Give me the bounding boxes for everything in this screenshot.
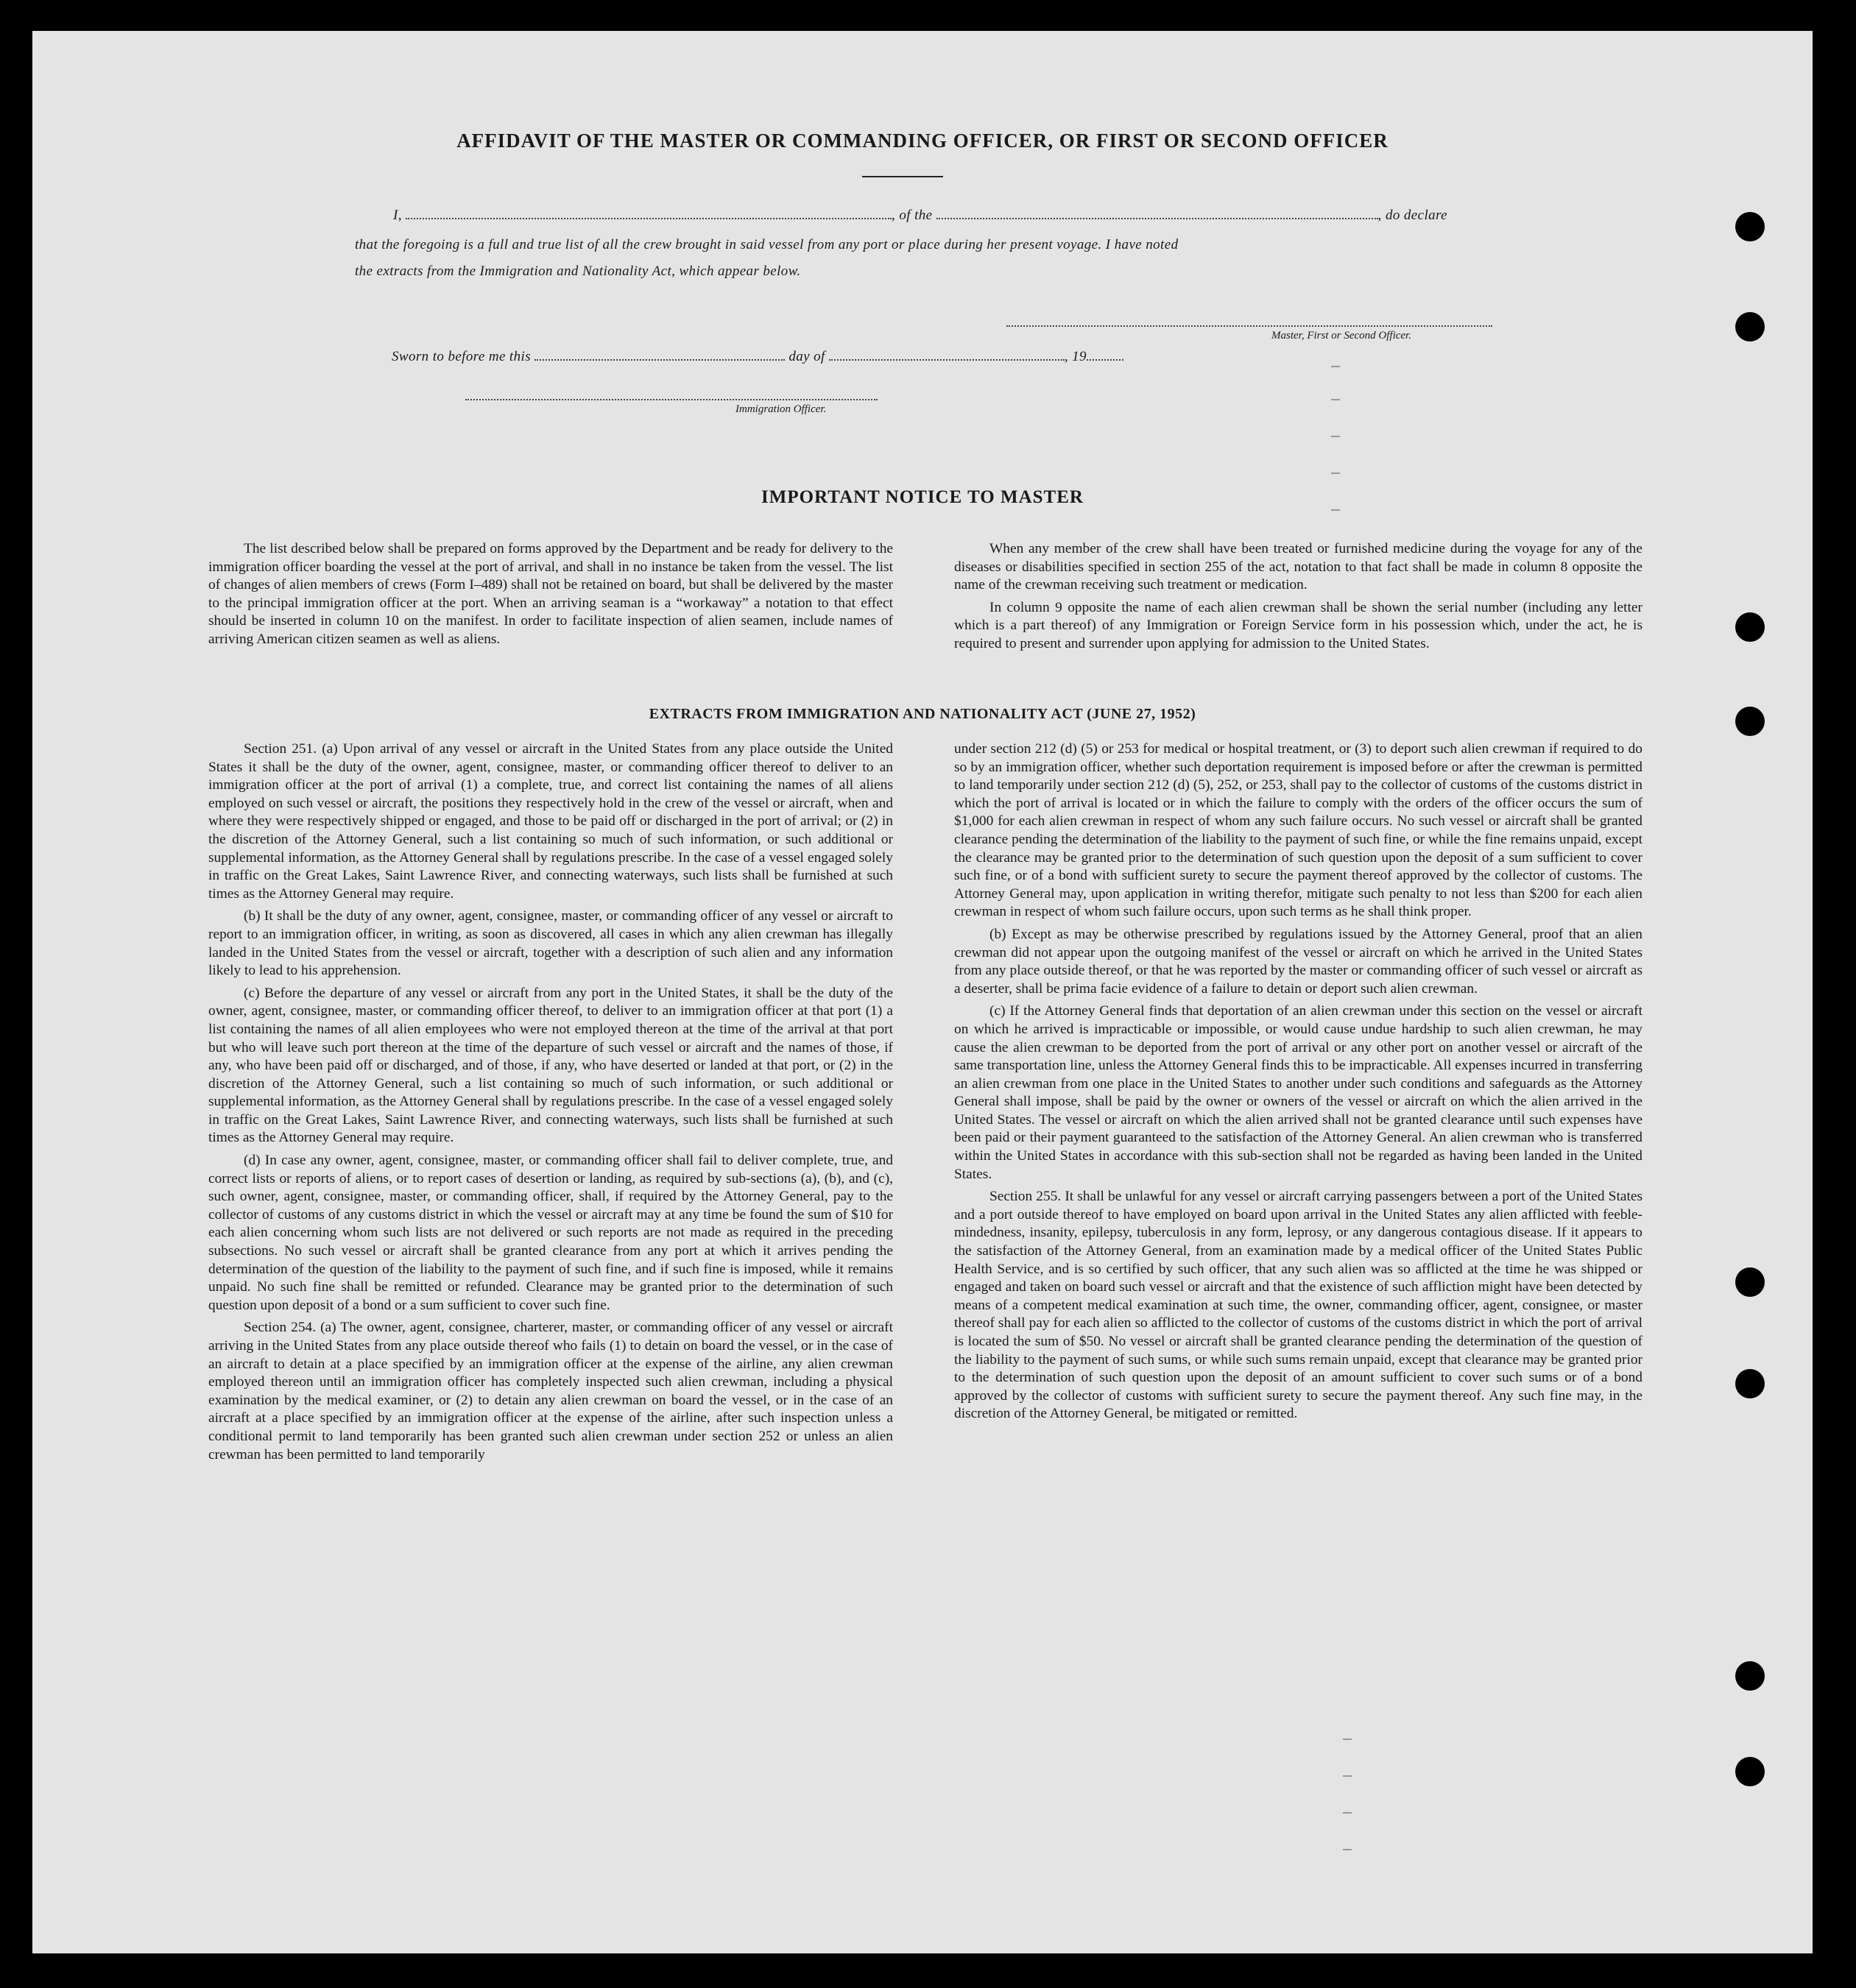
affidavit-title: AFFIDAVIT OF THE MASTER OR COMMANDING OFFICER, OR FIRST OR SECOND OFFICER [456, 130, 1389, 152]
sworn-year-field[interactable] [1087, 347, 1123, 361]
notice-left-paragraph: The list described below shall be prepared on forms approved by the Department and be ready for delivery to the immigration officer boarding the vessel at the port of arrival, and shall in no instance be taken from the vessel. The list of changes of alien members of crews (Form I–489) shall not be retained on board, but shall be delivered by the master to the principal immigration officer at the port. When an arriving seaman is a “workaway” a notation to that effect should be inserted in column 10 on the manifest. In order to facilitate inspection of alien seamen, include names of arriving American citizen seamen as well as aliens. [208, 541, 893, 647]
section-251c: (c) Before the departure of any vessel or aircraft from any port in the United States, it shall be the duty of the owner, agent, consignee, master, or commanding officer thereof, to deliver to an immigration officer at that port (1) a list containing the names of all alien employees who were not employed thereon at the time of the arrival at that port but who will leave such port thereon at the time of the departure of such vessel or aircraft and the names of those, if any, who have been paid off or discharged, and of those, if any, who have deserted or landed at that port, or (2) in the discretion of the Attorney General, such a list containing so much of such information, or such additional or supplemental information, as the Attorney General shall by regulations prescribe. In the case of a vessel engaged solely in traffic on the Great Lakes, Saint Lawrence River, and connecting waterways, such lists shall be furnished at such times as the Attorney General may require. [208, 985, 893, 1146]
section-251d: (d) In case any owner, agent, consignee, master, or commanding officer shall fail to deliver complete, true, and correct lists or reports of aliens, or to report cases of desertion or landing, as required by sub-sections (a), (b), and (c), such owner, agent, consignee, master, or commanding officer, shall, if required by the Attorney General, pay to the collector of customs of any customs district in which the vessel or aircraft may at any time be found the sum of $10 for each alien concerning whom such lists are not delivered or such reports are not made as required in the preceding subsections. No such vessel or aircraft shall be granted clearance from any port at which it arrives pending the determination of the question of the liability to the payment of such fine, and if such fine is imposed, while it remains unpaid. No such fine shall be remitted or refunded. Clearance may be granted prior to the determination of such question upon deposit of a bond or a sum sufficient to cover such fine. [208, 1153, 893, 1313]
declaration-text-2: the extracts from the Immigration and Nationality Act, which appear below. [355, 263, 801, 279]
extracts-right-column [954, 740, 1642, 1428]
gutter-mark [1331, 366, 1340, 367]
section-255: Section 255. It shall be unlawful for any vessel or aircraft carrying passengers between a port of the United States and a port outside thereof to have employed on board upon arrival in the United States any alien afflicted with feeble-mindedness, insanity, epilepsy, tuberculosis in any form, leprosy, or any dangerous contagious disease. If it appears to the satisfaction of the Attorney General, from an examination made by a medical officer of the United States Public Health Service, and is so certified by such officer, that any such alien was so afflicted at the time he was shipped or engaged and taken on board such vessel or aircraft and that the existence of such affliction might have been detected by means of a competent medical examination at such time, the owner, commanding officer, agent, consignee, or master thereof shall pay for each alien so afflicted to the collector of customs of the customs district in which the port of arrival is located the sum of $50. No vessel or aircraft shall be granted clearance pending the determination of the question of the liability to the payment of such sums, or while such sums remain unpaid, except that clearance may be granted prior to the determination of such question upon the deposit of an amount sufficient to cover such sums or of a bond approved by the collector of customs with sufficient surety to secure the payment thereof. Any such fine may, in the discretion of the Attorney General, be mitigated or remitted. [954, 1189, 1642, 1422]
master-label: Master, First or Second Officer. [1271, 330, 1411, 342]
gutter-mark [1331, 473, 1340, 474]
document-page [32, 31, 1813, 1953]
notice-right-column [954, 540, 1642, 658]
gutter-mark [1343, 1812, 1352, 1814]
immigration-officer-label: Immigration Officer. [735, 403, 827, 415]
punch-hole [1735, 612, 1765, 642]
of-the-label: , of the [892, 208, 933, 223]
punch-hole [1735, 1369, 1765, 1398]
sworn-month-field[interactable] [829, 347, 1065, 361]
immigration-officer-signature-line[interactable] [465, 399, 878, 400]
punch-hole [1735, 312, 1765, 342]
declaration-line [393, 206, 1447, 224]
year-label: , 19 [1064, 349, 1087, 364]
section-254c: (c) If the Attorney General finds that deportation of an alien crewman under this section on the vessel or aircraft on which he arrived is impracticable or impossible, or would cause undue hardship to such alien crewman, he may cause the alien crewman to be deported from the port of arrival or any other port on another vessel or aircraft of the same transportation line, unless the Attorney General finds this to be impracticable. All expenses incurred in transferring an alien crewman from one place in the United States to another under such conditions and safeguards as the Attorney General shall impose, shall be paid by the owner or owners of the vessel or aircraft on which the alien arrived in the United States. The vessel or aircraft on which the alien arrived shall not be granted clearance until such expenses have been paid or their payment guaranteed to the satisfaction of the Attorney General. An alien crewman who is transferred within the United States in accordance with this sub-section shall not be regarded as having been landed in the United States. [954, 1003, 1642, 1182]
notice-title: IMPORTANT NOTICE TO MASTER [761, 487, 1084, 507]
extracts-left-column [208, 740, 893, 1468]
punch-hole [1735, 1267, 1765, 1297]
declaration-text-1: that the foregoing is a full and true list of all the crew brought in said vessel from any port or place during her present voyage. I have noted [355, 237, 1179, 252]
gutter-mark [1343, 1849, 1352, 1850]
extracts-title: EXTRACTS FROM IMMIGRATION AND NATIONALITY ACT (JUNE 27, 1952) [649, 706, 1196, 722]
sworn-day-field[interactable] [534, 347, 785, 361]
gutter-mark [1343, 1738, 1352, 1740]
notice-right-paragraph-1: When any member of the crew shall have been treated or furnished medicine during the voyage for any of the diseases or disabilities specified in section 255 of the act, notation to that fact shall be made in column 8 opposite the name of the crewman receiving such treatment or medication. [954, 541, 1642, 593]
vessel-field[interactable] [936, 206, 1378, 219]
section-251a: Section 251. (a) Upon arrival of any vessel or aircraft in the United States from any place outside the United States it shall be the duty of the owner, agent, consignee, master, or commanding officer thereof to deliver to an immigration officer at the port of arrival (1) a complete, true, and correct list containing the names of all aliens employed on such vessel or aircraft, the positions they respectively hold in the crew of the vessel or aircraft, when and where they were respectively shipped or engaged, and those to be paid off or discharged in the port of arrival; or (2) in the discretion of the Attorney General, such a list containing so much of such information, or such additional or supplemental information, as the Attorney General shall by regulations prescribe. In the case of a vessel engaged solely in traffic on the Great Lakes, Saint Lawrence River, and connecting waterways, such lists shall be furnished at such times as the Attorney General may require. [208, 741, 893, 902]
master-signature-line[interactable] [1006, 325, 1492, 327]
section-254b: (b) Except as may be otherwise prescribed by regulations issued by the Attorney General, proof that an alien crewman did not appear upon the outgoing manifest of the vessel or aircraft on which he arrived in the United States from any place outside thereof, or that he was reported by the master or commanding officer of such vessel or aircraft as a deserter, shall be prima facie evidence of a failure to detain or deport such alien crewman. [954, 926, 1642, 997]
punch-hole [1735, 1661, 1765, 1691]
gutter-mark [1331, 509, 1340, 511]
notice-left-column [208, 540, 893, 654]
i-label: I, [393, 208, 402, 223]
punch-hole [1735, 212, 1765, 241]
title-rule [862, 176, 943, 177]
name-field[interactable] [406, 206, 892, 219]
day-of-label: day of [788, 349, 825, 364]
gutter-mark [1331, 436, 1340, 437]
gutter-mark [1331, 399, 1340, 400]
punch-hole [1735, 1757, 1765, 1786]
sworn-prefix: Sworn to before me this [392, 349, 531, 364]
gutter-mark [1343, 1775, 1352, 1777]
section-254a: Section 254. (a) The owner, agent, consignee, charterer, master, or commanding officer of any vessel or aircraft arriving in the United States from any place outside thereof who fails (1) to detain on board the vessel, or in the case of an aircraft to detain at a place specified by an immigration officer at the expense of the airline, any alien crewman employed thereon until an immigration officer has completely inspected such alien crewman, including a physical examination by the medical examiner, or (2) to detain any alien crewman on board the vessel, or in the case of an aircraft at a place specified by an immigration officer at the expense of the airline, after such inspection unless a conditional permit to land temporarily has been granted such alien crewman under section 252 or unless an alien crewman has been permitted to land temporarily [208, 1320, 893, 1462]
do-declare-label: , do declare [1377, 208, 1447, 223]
sworn-line [392, 347, 1123, 365]
notice-right-paragraph-2: In column 9 opposite the name of each alien crewman shall be shown the serial number (including any letter which is a part thereof) of any Immigration or Foreign Service form in his possession which, under the act, he is required to present and surrender upon applying for admission to the United States. [954, 599, 1642, 651]
section-251b: (b) It shall be the duty of any owner, agent, consignee, master, or commanding officer of any vessel or aircraft to report to an immigration officer, in writing, as soon as discovered, all cases in which any alien crewman has illegally landed in the United States from the vessel or aircraft, together with a description of such alien and any information likely to lead to his apprehension. [208, 908, 893, 979]
section-254a-continued: under section 212 (d) (5) or 253 for medical or hospital treatment, or (3) to deport such alien crewman if required to do so by an immigration officer, whether such deportation requirement is imposed before or after the crewman is permitted to land temporarily under section 212 (d) (5), 252, or 253, shall pay to the collector of customs of the customs district in which the port of arrival is located or in which the failure to comply with the orders of the officer occurs the sum of $1,000 for each alien crewman in respect of whom any such failure occurs. No such vessel or aircraft shall be granted clearance pending the determination of the liability to the payment of such fine, or while the fine remains unpaid, except the clearance may be granted prior to the determination of such question upon the deposit of a sum sufficient to cover such fine, or of a bond with sufficient surety to secure the payment thereof approved by the collector of customs. The Attorney General may, upon application in writing therefor, mitigate such penalty to not less than $200 for each alien crewman in respect of whom such failure occurs, upon such terms as he shall think proper. [954, 741, 1642, 920]
